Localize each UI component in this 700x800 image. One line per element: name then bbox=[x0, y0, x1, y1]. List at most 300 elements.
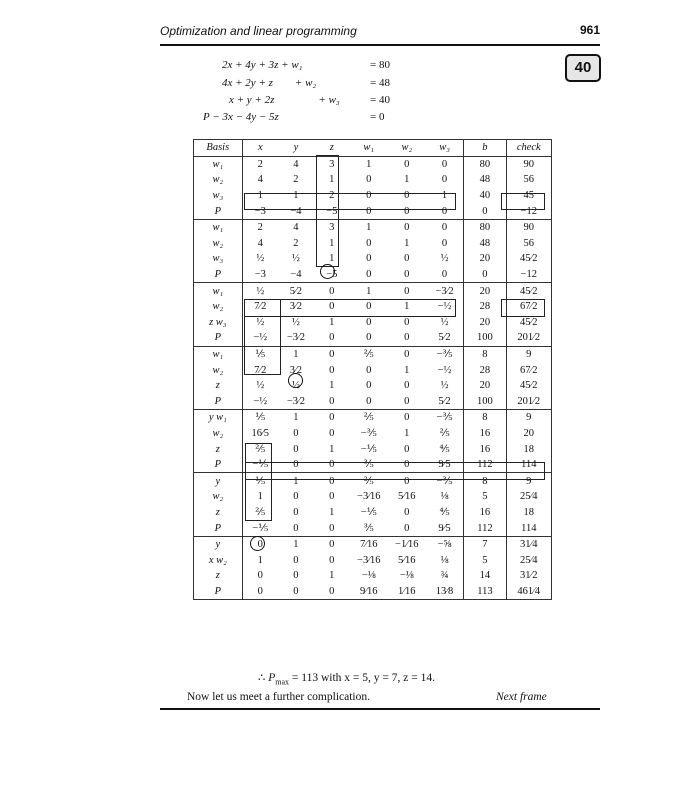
cell-check: 9 bbox=[506, 346, 551, 362]
cell-z: 0 bbox=[329, 364, 335, 376]
cell-y: ½ bbox=[291, 380, 300, 392]
cell-w2: 0 bbox=[404, 190, 410, 202]
cell-y: ½ bbox=[291, 316, 300, 328]
cell-x: −½ bbox=[242, 394, 278, 410]
cell-w1: 0 bbox=[350, 267, 388, 283]
cell-check: 461⁄4 bbox=[506, 584, 551, 600]
cell-z: −5 bbox=[314, 267, 350, 283]
cell-y: 4 bbox=[293, 222, 299, 234]
cell-b: 8 bbox=[464, 346, 506, 362]
cell-b: 8 bbox=[464, 410, 506, 426]
cell-y: 0 bbox=[278, 520, 314, 536]
cell-w2: 0 bbox=[404, 506, 410, 518]
cell-z: 0 bbox=[329, 475, 335, 487]
cell-x: 0 bbox=[257, 570, 263, 582]
cell-w2: 0 bbox=[388, 520, 426, 536]
cell-w1: −⅗ bbox=[360, 427, 377, 439]
header-basis: Basis bbox=[194, 140, 243, 157]
cell-check: 18 bbox=[506, 505, 551, 521]
cell-x: 2 bbox=[257, 222, 263, 234]
cell-w2: 1 bbox=[404, 301, 410, 313]
cell-w3: 0 bbox=[441, 174, 448, 186]
cell-check: 20 bbox=[506, 426, 551, 442]
cell-w2: 0 bbox=[404, 412, 410, 424]
cell-w1: −3⁄16 bbox=[357, 491, 381, 503]
cell-x: ⅖ bbox=[255, 443, 266, 455]
cell-w3: −⅝ bbox=[437, 539, 452, 551]
cell-basis: y w₁ bbox=[194, 410, 243, 426]
cell-check: 31⁄4 bbox=[506, 536, 551, 552]
cell-check: 9 bbox=[506, 473, 551, 489]
cell-x: ⅕ bbox=[255, 475, 266, 487]
cell-b: 16 bbox=[464, 505, 506, 521]
cell-y: ½ bbox=[291, 253, 300, 265]
cell-check: −12 bbox=[506, 267, 551, 283]
cell-w2: 0 bbox=[404, 316, 410, 328]
cell-b: 14 bbox=[464, 568, 506, 584]
cell-b: 48 bbox=[464, 236, 506, 252]
cell-w3: ½ bbox=[440, 316, 449, 328]
cell-b: 80 bbox=[464, 156, 506, 172]
tableau-row bbox=[194, 457, 552, 473]
tableau-row bbox=[194, 267, 552, 283]
cell-b: 5 bbox=[464, 489, 506, 505]
cell-check: 90 bbox=[506, 219, 551, 235]
cell-y: 1 bbox=[293, 190, 299, 202]
cell-w1: ⅖ bbox=[363, 475, 374, 487]
tableau-row bbox=[194, 505, 552, 521]
cell-basis: w₂ bbox=[194, 362, 243, 378]
cell-z: 1 bbox=[329, 237, 335, 249]
cell-w2: 1 bbox=[404, 427, 410, 439]
cell-x: 7⁄2 bbox=[254, 301, 267, 313]
cell-w2: 1 bbox=[404, 364, 410, 376]
cell-check: 25⁄4 bbox=[506, 552, 551, 568]
cell-y: 0 bbox=[293, 443, 299, 455]
tableau-row bbox=[194, 552, 552, 568]
cell-y: 0 bbox=[278, 457, 314, 473]
page-number: 961 bbox=[579, 23, 600, 37]
cell-w1: 0 bbox=[366, 190, 372, 202]
cell-b: 48 bbox=[464, 172, 506, 188]
cell-x: ½ bbox=[256, 316, 265, 328]
cell-w2: 0 bbox=[404, 349, 410, 361]
cell-check: 45⁄2 bbox=[506, 251, 551, 267]
cell-basis: z w₃ bbox=[194, 315, 243, 331]
cell-w1: ⅖ bbox=[363, 412, 374, 424]
cell-x: 1 bbox=[257, 554, 263, 566]
tableau-row bbox=[194, 315, 552, 331]
cell-x: 0 bbox=[242, 584, 278, 600]
cell-y: 4 bbox=[293, 158, 299, 170]
cell-w3: −⅗ bbox=[436, 412, 453, 424]
cell-y: 0 bbox=[293, 491, 299, 503]
cell-check: 114 bbox=[506, 520, 551, 536]
therefore-symbol: ∴ bbox=[258, 672, 266, 684]
cell-basis: w₂ bbox=[194, 172, 243, 188]
conclusion-line bbox=[258, 670, 435, 686]
cell-z: 2 bbox=[329, 190, 335, 202]
cell-y: −3⁄2 bbox=[278, 330, 314, 346]
cell-b: 5 bbox=[464, 552, 506, 568]
cell-basis: P bbox=[194, 330, 243, 346]
cell-b: 28 bbox=[464, 299, 506, 315]
cell-z: 1 bbox=[329, 174, 335, 186]
cell-z: 0 bbox=[329, 412, 335, 424]
cell-b: 7 bbox=[464, 536, 506, 552]
cell-b: 113 bbox=[464, 584, 506, 600]
header-check: check bbox=[506, 140, 551, 157]
cell-x: −3 bbox=[242, 267, 278, 283]
cell-w1: 7⁄16 bbox=[360, 539, 378, 551]
tableau-row bbox=[194, 172, 552, 188]
cell-w3: −⅗ bbox=[436, 349, 453, 361]
cell-w3: −⅗ bbox=[436, 475, 453, 487]
cell-basis: z bbox=[194, 378, 243, 394]
cell-w2: 0 bbox=[404, 222, 410, 234]
cell-x: 1 bbox=[257, 190, 263, 202]
cell-b: 0 bbox=[464, 267, 506, 283]
cell-z: 0 bbox=[314, 520, 350, 536]
cell-y: 0 bbox=[293, 506, 299, 518]
cell-w1: 0 bbox=[366, 380, 372, 392]
header-y: y bbox=[278, 140, 314, 157]
cell-y: 0 bbox=[293, 554, 299, 566]
cell-y: −4 bbox=[278, 203, 314, 219]
cell-w1: −⅛ bbox=[361, 570, 376, 582]
cell-w3: −½ bbox=[437, 301, 452, 313]
cell-b: 112 bbox=[464, 520, 506, 536]
cell-w1: 1 bbox=[366, 285, 372, 297]
tableau-row bbox=[194, 426, 552, 442]
cell-basis: w₃ bbox=[194, 188, 243, 204]
cell-z: 0 bbox=[329, 427, 335, 439]
cell-z: 1 bbox=[329, 380, 335, 392]
next-frame-link[interactable]: Next frame bbox=[496, 691, 547, 703]
header-w1: w₁ bbox=[350, 140, 388, 157]
cell-w3: 1 bbox=[441, 190, 448, 202]
tableau-row bbox=[194, 203, 552, 219]
cell-check: 56 bbox=[506, 236, 551, 252]
footer-rule bbox=[160, 708, 600, 710]
cell-basis: P bbox=[194, 584, 243, 600]
cell-w1: 0 bbox=[366, 253, 372, 265]
cell-w1: ⅗ bbox=[350, 520, 388, 536]
cell-z: 0 bbox=[314, 394, 350, 410]
cell-y: −4 bbox=[278, 267, 314, 283]
cell-w3: 0 bbox=[426, 267, 464, 283]
cell-basis: P bbox=[194, 520, 243, 536]
cell-check: −12 bbox=[506, 203, 551, 219]
cell-w2: −⅛ bbox=[399, 570, 414, 582]
equation-4-lhs: P − 3x − 4y − 5z bbox=[203, 111, 279, 123]
tableau-row bbox=[194, 473, 552, 489]
cell-x: −⅕ bbox=[242, 520, 278, 536]
cell-w3: ⅛ bbox=[440, 491, 449, 503]
cell-basis: P bbox=[194, 267, 243, 283]
cell-b: 112 bbox=[464, 457, 506, 473]
cell-z: 0 bbox=[329, 349, 335, 361]
cell-basis: P bbox=[194, 203, 243, 219]
cell-basis: P bbox=[194, 457, 243, 473]
cell-w3: 0 bbox=[441, 237, 448, 249]
cell-w1: −3⁄16 bbox=[357, 554, 381, 566]
cell-w2: 0 bbox=[388, 457, 426, 473]
cell-b: 28 bbox=[464, 362, 506, 378]
tableau-row bbox=[194, 283, 552, 299]
conclusion-variable: P bbox=[268, 672, 276, 684]
cell-w2: 0 bbox=[404, 253, 410, 265]
cell-z: 1 bbox=[329, 443, 335, 455]
cell-b: 100 bbox=[464, 330, 506, 346]
conclusion-text: = 113 with x = 5, y = 7, z = 14. bbox=[289, 672, 435, 684]
cell-w2: 0 bbox=[404, 380, 410, 392]
cell-b: 8 bbox=[464, 473, 506, 489]
cell-w2: −1⁄16 bbox=[395, 539, 419, 551]
cell-check: 67⁄2 bbox=[506, 362, 551, 378]
frame-number-badge: 40 bbox=[565, 54, 601, 82]
cell-z: 0 bbox=[314, 330, 350, 346]
cell-w1: 0 bbox=[366, 364, 372, 376]
cell-basis: w₂ bbox=[194, 489, 243, 505]
cell-w3: ⅘ bbox=[439, 443, 450, 455]
cell-basis: w₁ bbox=[194, 156, 243, 172]
cell-b: 20 bbox=[464, 315, 506, 331]
cell-w2: 0 bbox=[404, 475, 410, 487]
cell-w2: 0 bbox=[404, 285, 410, 297]
cell-check: 114 bbox=[506, 457, 551, 473]
cell-z: 0 bbox=[329, 285, 335, 297]
tableau-row bbox=[194, 156, 552, 172]
cell-w2: 0 bbox=[388, 267, 426, 283]
cell-basis: x w₂ bbox=[194, 552, 243, 568]
tableau-row bbox=[194, 378, 552, 394]
tableau-row bbox=[194, 362, 552, 378]
cell-w3: 9⁄5 bbox=[426, 457, 464, 473]
cell-check: 18 bbox=[506, 441, 551, 457]
cell-y: 0 bbox=[293, 427, 299, 439]
cell-w1: ⅖ bbox=[363, 349, 374, 361]
cell-check: 45⁄2 bbox=[506, 378, 551, 394]
cell-w2: 1 bbox=[404, 174, 410, 186]
cell-x: ½ bbox=[256, 253, 265, 265]
cell-z: 0 bbox=[314, 457, 350, 473]
equation-2-lhs: 4x + 2y + z + w₂ bbox=[222, 77, 317, 89]
cell-w2: 1⁄16 bbox=[388, 584, 426, 600]
cell-w1: −⅕ bbox=[360, 443, 377, 455]
cell-b: 100 bbox=[464, 394, 506, 410]
cell-x: 0 bbox=[257, 539, 263, 551]
chapter-title: Optimization and linear programming bbox=[160, 24, 357, 38]
cell-basis: z bbox=[194, 441, 243, 457]
equation-3-rhs: = 40 bbox=[370, 94, 390, 106]
cell-w2: 5⁄16 bbox=[398, 491, 416, 503]
cell-y: 2 bbox=[293, 174, 299, 186]
tableau-row bbox=[194, 330, 552, 346]
cell-x: ⅕ bbox=[255, 412, 266, 424]
cell-z: 0 bbox=[329, 554, 335, 566]
cell-x: 16⁄5 bbox=[251, 427, 270, 439]
cell-x: 4 bbox=[257, 174, 263, 186]
cell-y: 0 bbox=[278, 584, 314, 600]
cell-w3: −½ bbox=[437, 364, 452, 376]
cell-y: −3⁄2 bbox=[278, 394, 314, 410]
cell-z: 0 bbox=[329, 539, 335, 551]
header-b: b bbox=[464, 140, 506, 157]
cell-check: 67⁄2 bbox=[506, 299, 551, 315]
tableau-row bbox=[194, 251, 552, 267]
equation-4-rhs: = 0 bbox=[370, 111, 385, 123]
cell-y: 1 bbox=[293, 539, 299, 551]
cell-z: 1 bbox=[329, 506, 335, 518]
cell-z: 0 bbox=[314, 584, 350, 600]
cell-x: 4 bbox=[257, 237, 263, 249]
cell-check: 45⁄2 bbox=[506, 315, 551, 331]
cell-check: 201⁄2 bbox=[506, 394, 551, 410]
cell-w1: ⅗ bbox=[350, 457, 388, 473]
cell-check: 90 bbox=[506, 156, 551, 172]
tableau-row bbox=[194, 236, 552, 252]
cell-basis: z bbox=[194, 505, 243, 521]
cell-z: 3 bbox=[329, 222, 335, 234]
cell-w3: ¾ bbox=[440, 570, 449, 582]
tableau-row bbox=[194, 346, 552, 362]
cell-x: ½ bbox=[256, 380, 265, 392]
cell-w3: ⅖ bbox=[439, 427, 450, 439]
cell-basis: y bbox=[194, 536, 243, 552]
equation-1-lhs: 2x + 4y + 3z + w₁ bbox=[222, 59, 303, 71]
cell-w1: 0 bbox=[366, 301, 372, 313]
cell-w1: 0 bbox=[366, 316, 372, 328]
cell-w3: ⅛ bbox=[440, 554, 449, 566]
cell-y: 1 bbox=[293, 349, 299, 361]
header-rule bbox=[160, 44, 600, 46]
header-w3: w₃ bbox=[426, 140, 464, 157]
cell-y: 3⁄2 bbox=[289, 301, 303, 313]
cell-w1: 0 bbox=[350, 203, 388, 219]
header-w2: w₂ bbox=[388, 140, 426, 157]
cell-w3: ½ bbox=[440, 253, 449, 265]
cell-w3: ½ bbox=[440, 380, 449, 392]
cell-w2: 0 bbox=[404, 443, 410, 455]
tableau-row bbox=[194, 394, 552, 410]
cell-check: 45⁄2 bbox=[506, 283, 551, 299]
tableau-row bbox=[194, 410, 552, 426]
cell-w2: 1 bbox=[404, 237, 410, 249]
tableau-row bbox=[194, 441, 552, 457]
cell-x: 7⁄2 bbox=[254, 364, 267, 376]
cell-w2: 0 bbox=[404, 158, 410, 170]
cell-z: 1 bbox=[329, 316, 335, 328]
cell-w1: 0 bbox=[366, 174, 372, 186]
header-z: z bbox=[314, 140, 350, 157]
conclusion-subscript: max bbox=[275, 677, 290, 687]
cell-w1: 0 bbox=[366, 237, 372, 249]
cell-y: 3⁄2 bbox=[289, 364, 303, 376]
tableau-row bbox=[194, 299, 552, 315]
cell-basis: P bbox=[194, 394, 243, 410]
cell-y: 2 bbox=[293, 237, 299, 249]
cell-basis: w₁ bbox=[194, 219, 243, 235]
cell-y: 0 bbox=[293, 570, 299, 582]
cell-basis: w₂ bbox=[194, 426, 243, 442]
tableau-row bbox=[194, 584, 552, 600]
cell-x: ⅖ bbox=[255, 506, 266, 518]
cell-x: 1 bbox=[257, 491, 263, 503]
cell-w2: 5⁄16 bbox=[398, 554, 416, 566]
cell-w2: 0 bbox=[388, 394, 426, 410]
footer-note: Now let us meet a further complication. bbox=[187, 691, 370, 703]
page-header bbox=[160, 22, 600, 42]
cell-b: 20 bbox=[464, 251, 506, 267]
cell-w3: 5⁄2 bbox=[426, 394, 464, 410]
equation-3-lhs: x + y + 2z + w₃ bbox=[229, 94, 340, 106]
cell-basis: w₁ bbox=[194, 346, 243, 362]
cell-b: 20 bbox=[464, 378, 506, 394]
cell-y: 5⁄2 bbox=[289, 285, 303, 297]
cell-z: 1 bbox=[329, 570, 335, 582]
tableau-header-row bbox=[194, 140, 552, 157]
cell-y: 1 bbox=[293, 412, 299, 424]
tableau-row bbox=[194, 536, 552, 552]
cell-w1: −⅕ bbox=[360, 506, 377, 518]
header-x: x bbox=[242, 140, 278, 157]
cell-basis: w₁ bbox=[194, 283, 243, 299]
cell-w1: 0 bbox=[350, 330, 388, 346]
cell-basis: z bbox=[194, 568, 243, 584]
cell-w3: 13⁄8 bbox=[426, 584, 464, 600]
cell-w2: 0 bbox=[388, 203, 426, 219]
equation-2-rhs: = 48 bbox=[370, 77, 390, 89]
cell-check: 56 bbox=[506, 172, 551, 188]
simplex-tableau bbox=[193, 139, 552, 600]
cell-w1: 0 bbox=[350, 394, 388, 410]
cell-z: 0 bbox=[329, 491, 335, 503]
cell-b: 0 bbox=[464, 203, 506, 219]
cell-basis: w₃ bbox=[194, 251, 243, 267]
tableau-row bbox=[194, 188, 552, 204]
cell-check: 45 bbox=[506, 188, 551, 204]
cell-x: 2 bbox=[257, 158, 263, 170]
cell-z: 3 bbox=[329, 158, 335, 170]
cell-z: 0 bbox=[329, 301, 335, 313]
cell-basis: y bbox=[194, 473, 243, 489]
cell-check: 25⁄4 bbox=[506, 489, 551, 505]
cell-b: 16 bbox=[464, 441, 506, 457]
cell-basis: w₂ bbox=[194, 299, 243, 315]
cell-check: 201⁄2 bbox=[506, 330, 551, 346]
cell-w3: 0 bbox=[441, 222, 448, 234]
equation-1-rhs: = 80 bbox=[370, 59, 390, 71]
cell-x: −⅕ bbox=[242, 457, 278, 473]
cell-b: 80 bbox=[464, 219, 506, 235]
cell-x: ⅕ bbox=[255, 349, 266, 361]
cell-b: 16 bbox=[464, 426, 506, 442]
tableau-row bbox=[194, 219, 552, 235]
cell-check: 31⁄2 bbox=[506, 568, 551, 584]
cell-w3: −3⁄2 bbox=[435, 285, 454, 297]
tableau-row bbox=[194, 489, 552, 505]
tableau-row bbox=[194, 520, 552, 536]
cell-w3: 5⁄2 bbox=[426, 330, 464, 346]
cell-w1: 1 bbox=[366, 158, 372, 170]
cell-w2: 0 bbox=[388, 330, 426, 346]
cell-x: ½ bbox=[256, 285, 265, 297]
cell-w1: 1 bbox=[366, 222, 372, 234]
cell-y: 1 bbox=[293, 475, 299, 487]
cell-w3: 0 bbox=[441, 158, 448, 170]
cell-x: −½ bbox=[242, 330, 278, 346]
